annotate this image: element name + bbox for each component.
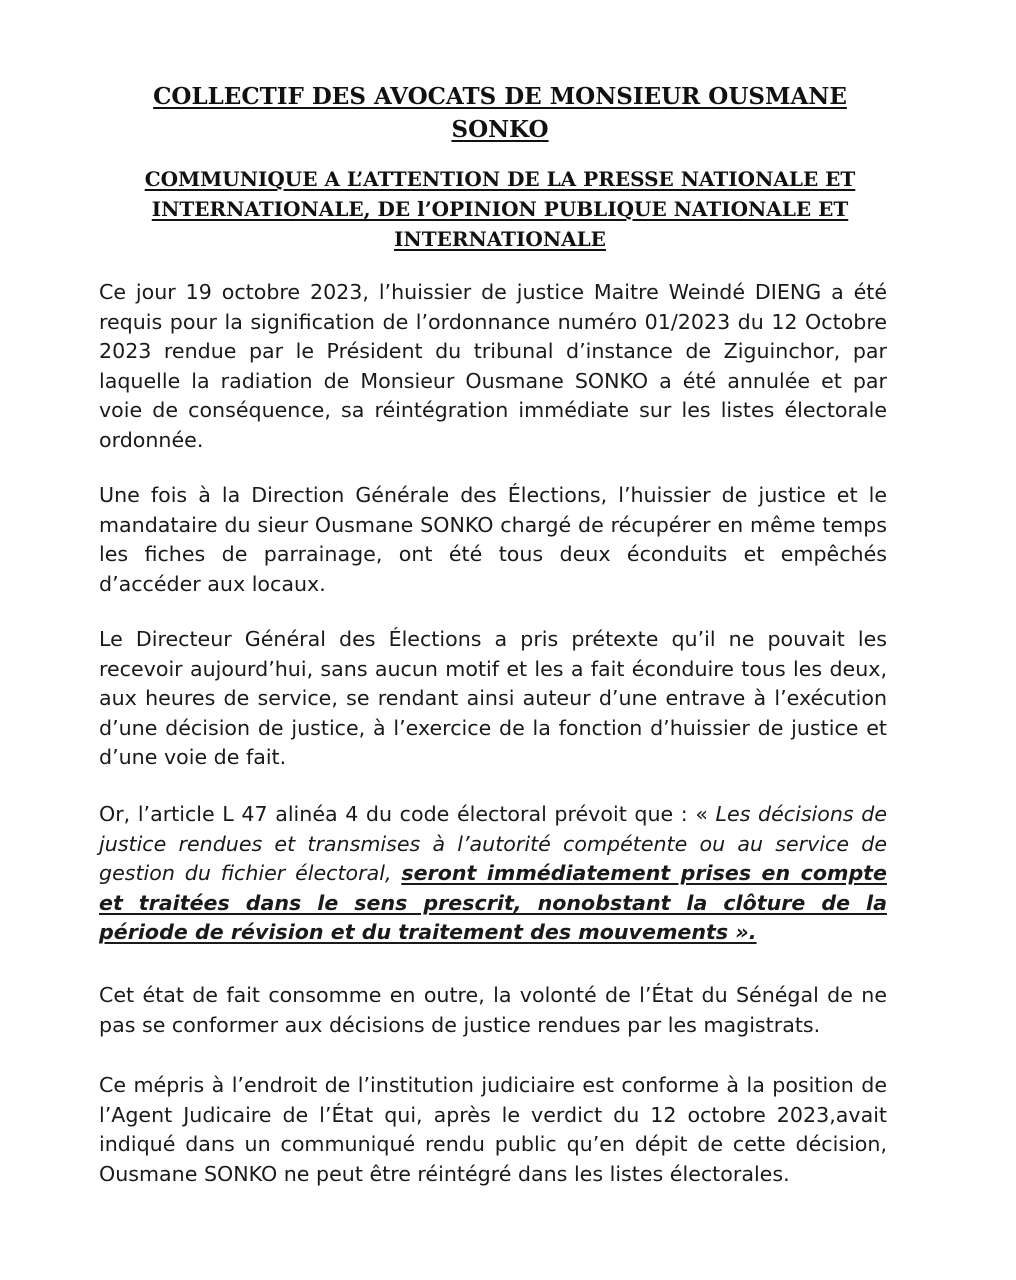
title-line-1: COLLECTIF DES AVOCATS DE MONSIEUR OUSMANE xyxy=(153,83,847,110)
code-quote-emphasis: seront immédiatement prises en compte et traitées dans le sens prescrit, nonobstant la clôture de la période de révision et du traitement des mouvements ». xyxy=(99,861,887,945)
document-title xyxy=(100,80,900,146)
subtitle-line-3: INTERNATIONALE xyxy=(394,227,606,251)
title-line-2: SONKO xyxy=(451,116,549,143)
paragraph-contempt: Ce mépris à l’endroit de l’institution judiciaire est conforme à la position de l’Agent Judicaire de l’État qui, après le verdict du 12 octobre 2023,avait indiqué dans un communiqué rendu public qu’en dépit de cette décision, Ousmane SONKO ne peut être réintégré dans les listes électorales. xyxy=(99,1073,887,1186)
document-subtitle xyxy=(105,164,895,254)
paragraph-signification: Ce jour 19 octobre 2023, l’huissier de justice Maitre Weindé DIENG a été requis pour la signification de l’ordonnance numéro 01/2023 du 12 Octobre 2023 rendue par le Président du tribunal d’instance de Ziguinchor, par laquelle la radiation de Monsieur Ousmane SONKO a été annulée et par voie de conséquence, sa réintégration immédiate sur les listes électorale ordonnée. xyxy=(99,280,887,452)
paragraph-director-pretext: Le Directeur Général des Élections a pris prétexte qu’il ne pouvait les recevoir aujourd’hui, sans aucun motif et les a fait éconduire tous les deux, aux heures de service, se rendant ainsi auteur d’une entrave à l’exécution d’une décision de justice, à l’exercice de la fonction d’huissier de justice et d’une voie de fait. xyxy=(99,627,887,770)
code-quote: Les décisions de justice rendues et transmises à l’autorité compétente ou au service de gestion du fichier électoral, xyxy=(99,802,888,886)
subtitle-line-2: INTERNATIONALE, DE l’OPINION PUBLIQUE NATIONALE ET xyxy=(151,197,849,221)
paragraph-electoral-code-intro: Or, l’article L 47 alinéa 4 du code électoral prévoit que : « xyxy=(99,802,716,826)
paragraph-dge-refusal: Une fois à la Direction Générale des Élections, l’huissier de justice et le mandataire du sieur Ousmane SONKO chargé de récupérer en même temps les fiches de parrainage, ont été tous deux éconduits et empêchés d’accéder aux locaux. xyxy=(99,483,887,596)
paragraph-state-will: Cet état de fait consomme en outre, la volonté de l’État du Sénégal de ne pas se conformer aux décisions de justice rendues par les magistrats. xyxy=(99,983,887,1037)
subtitle-line-1: COMMUNIQUE A L’ATTENTION DE LA PRESSE NATIONALE ET xyxy=(144,167,856,191)
paragraph-electoral-code xyxy=(99,800,887,948)
